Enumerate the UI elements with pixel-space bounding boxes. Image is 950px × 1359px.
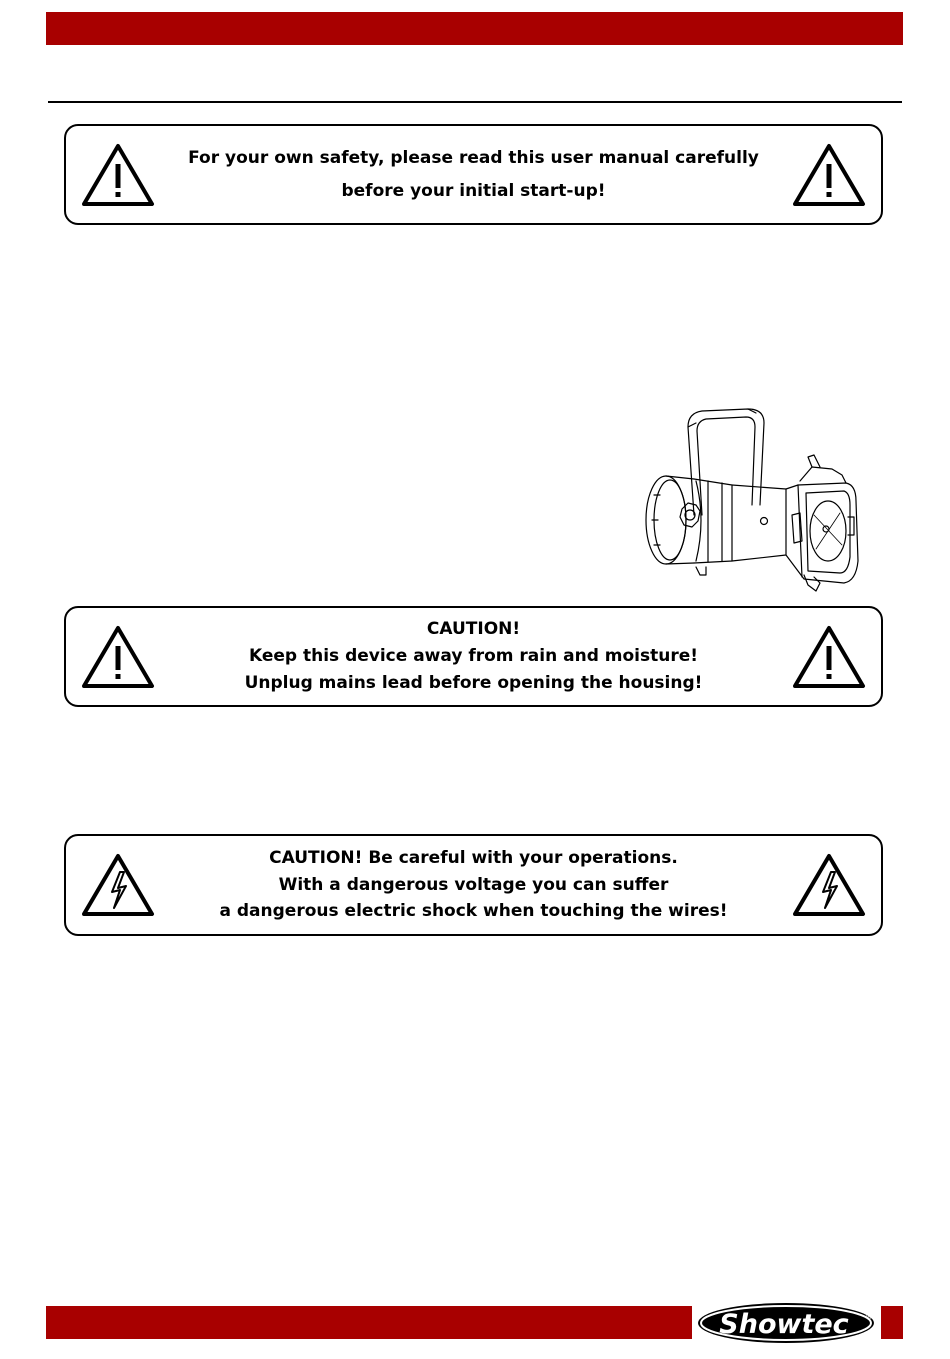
caution-line: Unplug mains lead before opening the housing! bbox=[244, 673, 703, 693]
safety-notice-box bbox=[64, 124, 883, 225]
caution-moisture-box bbox=[64, 606, 883, 707]
caution-line: a dangerous electric shock when touching the wires! bbox=[219, 901, 728, 922]
warning-triangle-icon bbox=[80, 142, 156, 208]
caution-line: CAUTION! Be careful with your operations. bbox=[269, 848, 678, 869]
logo-text: Showtec bbox=[719, 1309, 849, 1340]
notice-line: For your own safety, please read this user manual carefully bbox=[188, 147, 759, 168]
caution-title: CAUTION! bbox=[426, 619, 521, 639]
warning-triangle-icon bbox=[791, 142, 867, 208]
header-bar bbox=[46, 12, 903, 45]
high-voltage-triangle-icon bbox=[791, 852, 867, 918]
warning-triangle-icon bbox=[80, 624, 156, 690]
caution-voltage-box bbox=[64, 834, 883, 936]
safety-notice-text bbox=[176, 126, 771, 223]
caution-voltage-text bbox=[176, 836, 771, 934]
caution-moisture-text bbox=[176, 608, 771, 705]
showtec-logo bbox=[695, 1300, 877, 1346]
footer-bar bbox=[46, 1306, 692, 1339]
footer-bar-end bbox=[881, 1306, 903, 1339]
header-rule bbox=[48, 101, 902, 103]
logo-registered-mark: ® bbox=[865, 1312, 873, 1321]
high-voltage-triangle-icon bbox=[80, 852, 156, 918]
caution-line: With a dangerous voltage you can suffer bbox=[278, 874, 669, 895]
par-can-fixture-illustration bbox=[636, 405, 866, 595]
warning-triangle-icon bbox=[791, 624, 867, 690]
caution-line: Keep this device away from rain and moisture! bbox=[248, 646, 699, 666]
notice-line: before your initial start-up! bbox=[341, 180, 606, 201]
